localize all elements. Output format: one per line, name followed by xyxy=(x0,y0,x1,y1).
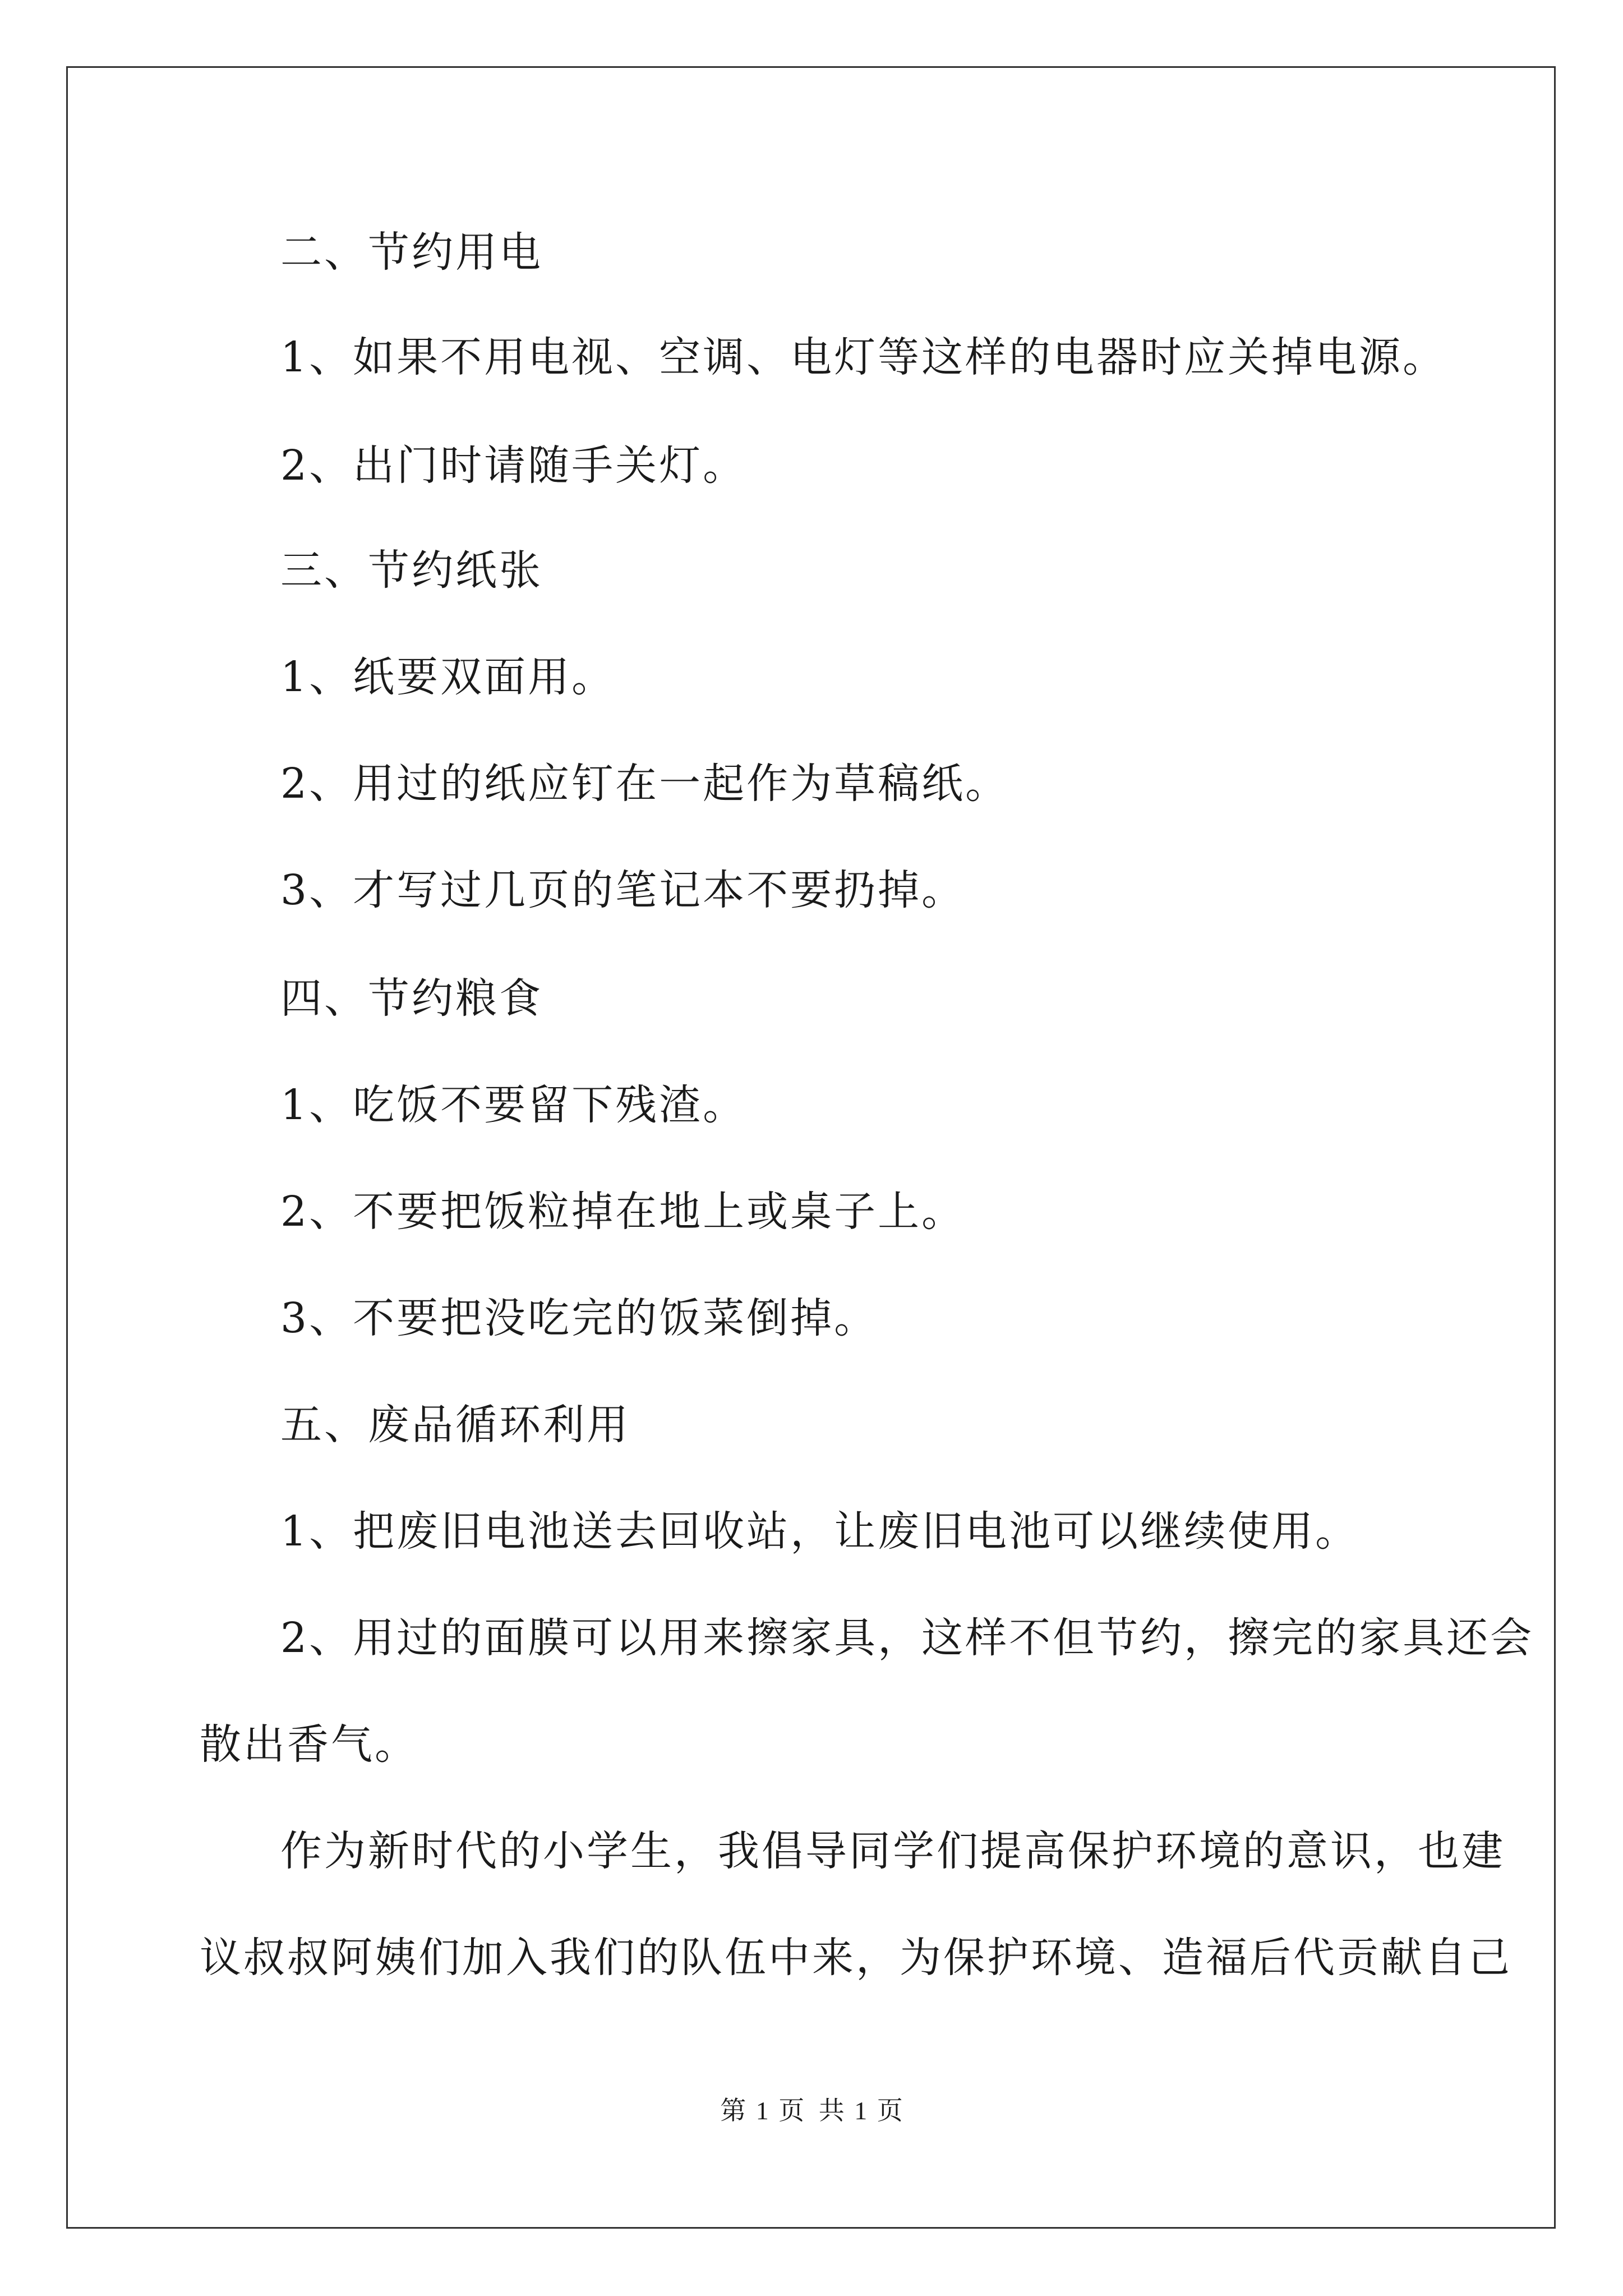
page-footer xyxy=(0,2095,1623,2127)
section-heading-recycling: 五、废品循环利用 xyxy=(280,1401,630,1449)
paragraph-line: 1、如果不用电视、空调、电灯等这样的电器时应关掉电源。 xyxy=(280,333,1447,381)
section-heading-food: 四、节约粮食 xyxy=(280,974,543,1023)
section-heading-electricity: 二、节约用电 xyxy=(280,228,543,277)
paragraph-line: 2、用过的面膜可以用来擦家具，这样不但节约，擦完的家具还会 xyxy=(280,1614,1534,1662)
paragraph-line: 议叔叔阿姨们加入我们的队伍中来，为保护环境、造福后代贡献自己 xyxy=(200,1934,1512,1982)
paragraph-line: 1、把废旧电池送去回收站，让废旧电池可以继续使用。 xyxy=(280,1507,1359,1556)
paragraph-line: 1、吃饭不要留下残渣。 xyxy=(280,1081,747,1129)
section-heading-paper: 三、节约纸张 xyxy=(280,546,543,595)
paragraph-line: 2、出门时请随手关灯。 xyxy=(280,441,747,490)
page-total: 共 1 页 xyxy=(818,2096,903,2125)
paragraph-line: 3、才写过几页的笔记本不要扔掉。 xyxy=(280,866,966,914)
page-number: 第 1 页 xyxy=(720,2096,805,2125)
paragraph-line: 1、纸要双面用。 xyxy=(280,653,616,701)
paragraph-line: 2、不要把饭粒掉在地上或桌子上。 xyxy=(280,1188,966,1236)
paragraph-line: 3、不要把没吃完的饭菜倒掉。 xyxy=(280,1294,878,1342)
page-border xyxy=(66,66,1556,2229)
paragraph-line: 作为新时代的小学生，我倡导同学们提高保护环境的意识，也建 xyxy=(280,1827,1505,1875)
paragraph-line: 散出香气。 xyxy=(200,1720,418,1769)
paragraph-line: 2、用过的纸应钉在一起作为草稿纸。 xyxy=(280,760,1009,808)
